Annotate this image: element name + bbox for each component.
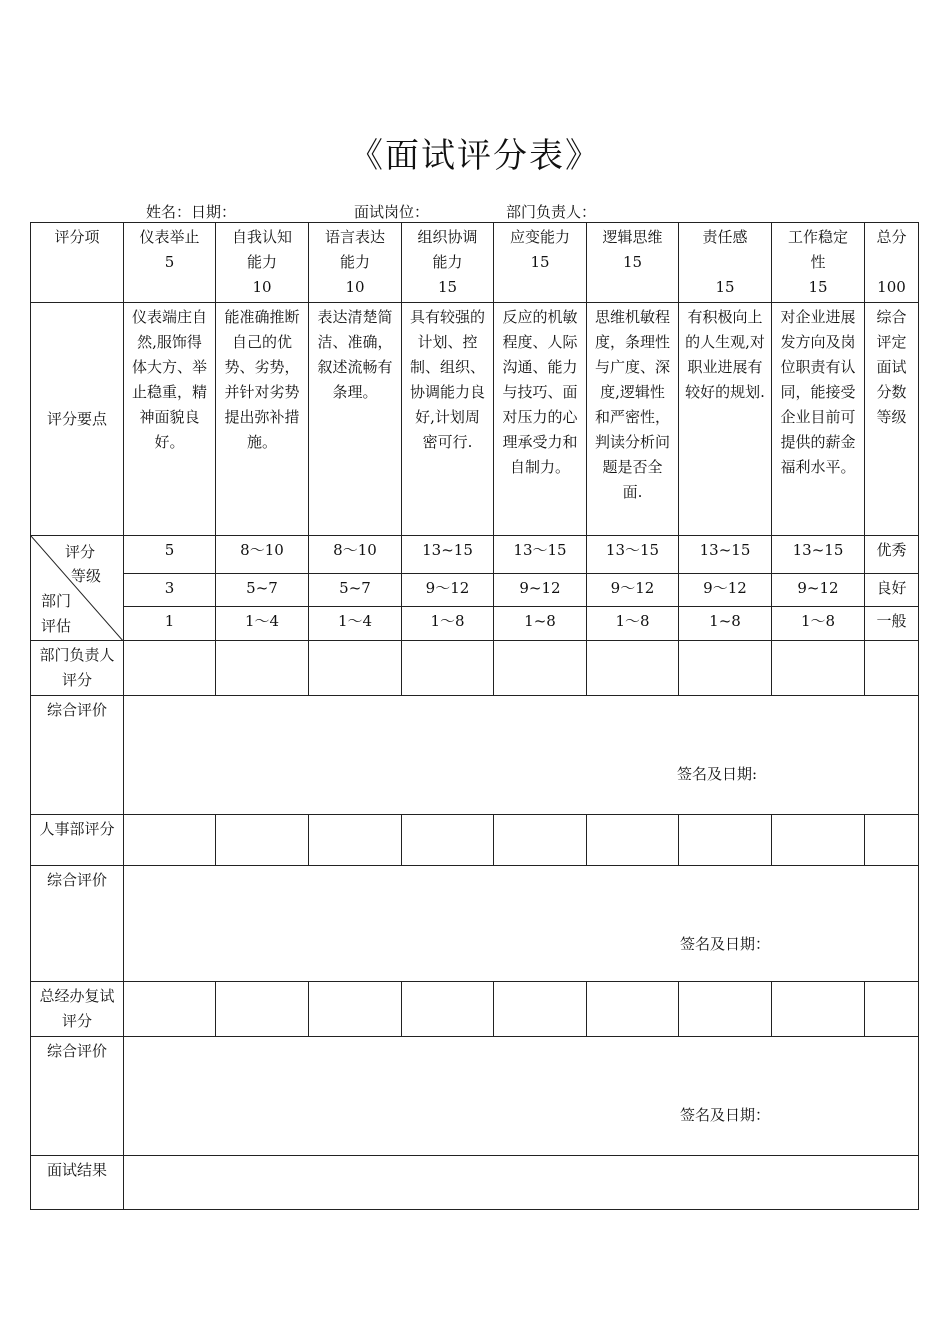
header-cell	[679, 223, 772, 303]
score-input-cell[interactable]	[216, 641, 309, 696]
grade-cell: 5	[124, 536, 216, 574]
point-cell	[216, 303, 309, 536]
signature-label: 签名及日期：	[680, 1106, 771, 1124]
comment-label: 综合评价	[31, 866, 124, 982]
result-area[interactable]	[124, 1156, 919, 1210]
grade-cell: 13～15	[494, 536, 587, 574]
point-text: 思维机敏程度，条理性与广度、深度,逻辑性和严密性，判读分析问题是否全面.	[594, 308, 670, 501]
score-input-cell[interactable]	[402, 815, 494, 866]
grade-cell: 13~15	[772, 536, 865, 574]
score-input-cell[interactable]	[865, 641, 919, 696]
header-label: 评分项	[54, 228, 100, 246]
position-label: 面试岗位：	[354, 203, 430, 221]
point-text: 有积极向上的人生观,对职业进展有较好的规划.	[685, 308, 765, 401]
grade-cell: 一般	[865, 607, 919, 641]
score-input-cell[interactable]	[865, 982, 919, 1037]
points-label-cell	[31, 303, 124, 536]
header-row	[31, 223, 919, 303]
hr-comment-row	[31, 866, 919, 982]
grade-cell: 1~8	[494, 607, 587, 641]
header-label-cell	[31, 223, 124, 303]
grade-cell: 9～12	[587, 573, 679, 607]
point-cell	[865, 303, 919, 536]
score-input-cell[interactable]	[309, 815, 402, 866]
header-cell	[772, 223, 865, 303]
item-score: 100	[877, 278, 906, 296]
item-score: 15	[530, 253, 550, 271]
grade-cell: 1～8	[772, 607, 865, 641]
score-input-cell[interactable]	[402, 982, 494, 1037]
score-input-cell[interactable]	[124, 815, 216, 866]
point-cell	[587, 303, 679, 536]
score-input-cell[interactable]	[309, 641, 402, 696]
comment-area[interactable]	[124, 1037, 919, 1156]
dept-score-row	[31, 641, 919, 696]
points-label: 评分要点	[46, 409, 107, 428]
grade-cell: 良好	[865, 573, 919, 607]
name-date-label: 姓名：日期：	[146, 203, 237, 221]
item-name: 自我认知能力	[231, 228, 292, 271]
comment-area[interactable]	[124, 696, 919, 815]
grade-cell: 13～15	[587, 536, 679, 574]
header-cell	[124, 223, 216, 303]
grade-cell: 9～12	[402, 573, 494, 607]
grade-cell: 5~7	[216, 573, 309, 607]
score-input-cell[interactable]	[679, 641, 772, 696]
score-input-cell[interactable]	[309, 982, 402, 1037]
header-cell	[216, 223, 309, 303]
comment-label: 综合评价	[31, 696, 124, 815]
point-text: 表达清楚简洁、准确，叙述流畅有条理。	[317, 308, 393, 401]
score-input-cell[interactable]	[402, 641, 494, 696]
point-cell	[402, 303, 494, 536]
item-score: 15	[715, 278, 735, 296]
header-cell	[865, 223, 919, 303]
hr-score-label: 人事部评分	[31, 815, 124, 866]
points-row	[31, 303, 919, 536]
item-score: 10	[345, 278, 365, 296]
point-cell	[124, 303, 216, 536]
item-name: 组织协调能力	[417, 228, 478, 271]
point-text: 仪表端庄自然,服饰得体大方、举止稳重，精神面貌良好。	[131, 308, 207, 451]
point-text: 反应的机敏程度、人际沟通、能力与技巧、面对压力的心理承受力和自制力。	[502, 308, 578, 476]
page-title: 《面试评分表》	[349, 136, 601, 176]
point-text: 具有较强的计划、控制、组织、协调能力良好,计划周密可行.	[409, 308, 485, 451]
grade-cell: 5~7	[309, 573, 402, 607]
scoring-table	[30, 222, 919, 1210]
item-name: 逻辑思维	[602, 228, 663, 246]
grade-cell: 8～10	[309, 536, 402, 574]
dept-score-label: 部门负责人评分	[31, 641, 124, 696]
score-input-cell[interactable]	[772, 641, 865, 696]
item-score: 10	[252, 278, 272, 296]
gm-comment-row	[31, 1037, 919, 1156]
header-cell	[494, 223, 587, 303]
score-input-cell[interactable]	[679, 982, 772, 1037]
item-name: 责任感	[702, 228, 748, 246]
dept-head-label: 部门负责人：	[506, 203, 597, 221]
point-cell	[679, 303, 772, 536]
corner-text-a: 评分	[65, 543, 96, 561]
score-input-cell[interactable]	[772, 982, 865, 1037]
score-input-cell[interactable]	[587, 815, 679, 866]
grade-cell: 1～4	[216, 607, 309, 641]
score-input-cell[interactable]	[216, 815, 309, 866]
point-cell	[309, 303, 402, 536]
score-input-cell[interactable]	[679, 815, 772, 866]
item-name: 语言表达能力	[324, 228, 385, 271]
grade-row	[31, 607, 919, 641]
dept-comment-row	[31, 696, 919, 815]
corner-text-c: 部门	[41, 592, 72, 610]
grade-row	[31, 536, 919, 574]
item-name: 工作稳定性	[787, 228, 848, 271]
score-input-cell[interactable]	[587, 641, 679, 696]
signature-label: 签名及日期:	[677, 765, 758, 783]
grade-cell: 13~15	[402, 536, 494, 574]
grade-cell: 1～8	[402, 607, 494, 641]
score-input-cell[interactable]	[865, 815, 919, 866]
header-cell	[402, 223, 494, 303]
result-row	[31, 1156, 919, 1210]
grade-cell: 1～8	[587, 607, 679, 641]
corner-text-d: 评估	[41, 617, 72, 635]
item-name: 仪表举止	[139, 228, 200, 246]
grade-cell: 9～12	[679, 573, 772, 607]
score-input-cell[interactable]	[216, 982, 309, 1037]
comment-area[interactable]	[124, 866, 919, 982]
hr-score-row	[31, 815, 919, 866]
signature-label: 签名及日期：	[680, 935, 771, 953]
score-input-cell[interactable]	[124, 641, 216, 696]
grade-cell: 优秀	[865, 536, 919, 574]
item-score: 5	[164, 253, 175, 271]
grade-cell: 13~15	[679, 536, 772, 574]
point-text: 能准确推断自己的优势、劣势，并针对劣势提出弥补措施。	[224, 308, 300, 451]
grade-cell: 9~12	[494, 573, 587, 607]
score-input-cell[interactable]	[494, 982, 587, 1037]
score-input-cell[interactable]	[494, 815, 587, 866]
header-cell	[309, 223, 402, 303]
header-cell	[587, 223, 679, 303]
score-input-cell[interactable]	[124, 982, 216, 1037]
grade-cell: 9~12	[772, 573, 865, 607]
grade-corner-cell	[31, 536, 124, 641]
score-input-cell[interactable]	[494, 641, 587, 696]
gm-score-label: 总经办复试评分	[31, 982, 124, 1037]
score-input-cell[interactable]	[772, 815, 865, 866]
comment-label: 综合评价	[31, 1037, 124, 1156]
grade-cell: 8～10	[216, 536, 309, 574]
corner-text-b: 等级	[71, 567, 102, 585]
point-cell	[772, 303, 865, 536]
item-name: 应变能力	[509, 228, 570, 246]
score-input-cell[interactable]	[587, 982, 679, 1037]
grade-cell: 3	[124, 573, 216, 607]
point-text: 综合评定面试分数等级	[876, 308, 907, 426]
grade-cell: 1~8	[679, 607, 772, 641]
grade-row	[31, 573, 919, 607]
result-label: 面试结果	[31, 1156, 124, 1210]
grade-cell: 1～4	[309, 607, 402, 641]
grade-cell: 1	[124, 607, 216, 641]
item-score: 15	[622, 253, 643, 271]
gm-score-row	[31, 982, 919, 1037]
item-score: 15	[808, 278, 828, 296]
item-name: 总分	[876, 228, 907, 246]
item-score: 15	[437, 278, 458, 296]
point-text: 对企业进展发方向及岗位职责有认同，能接受企业目前可提供的薪金福利水平。	[780, 308, 856, 476]
point-cell	[494, 303, 587, 536]
